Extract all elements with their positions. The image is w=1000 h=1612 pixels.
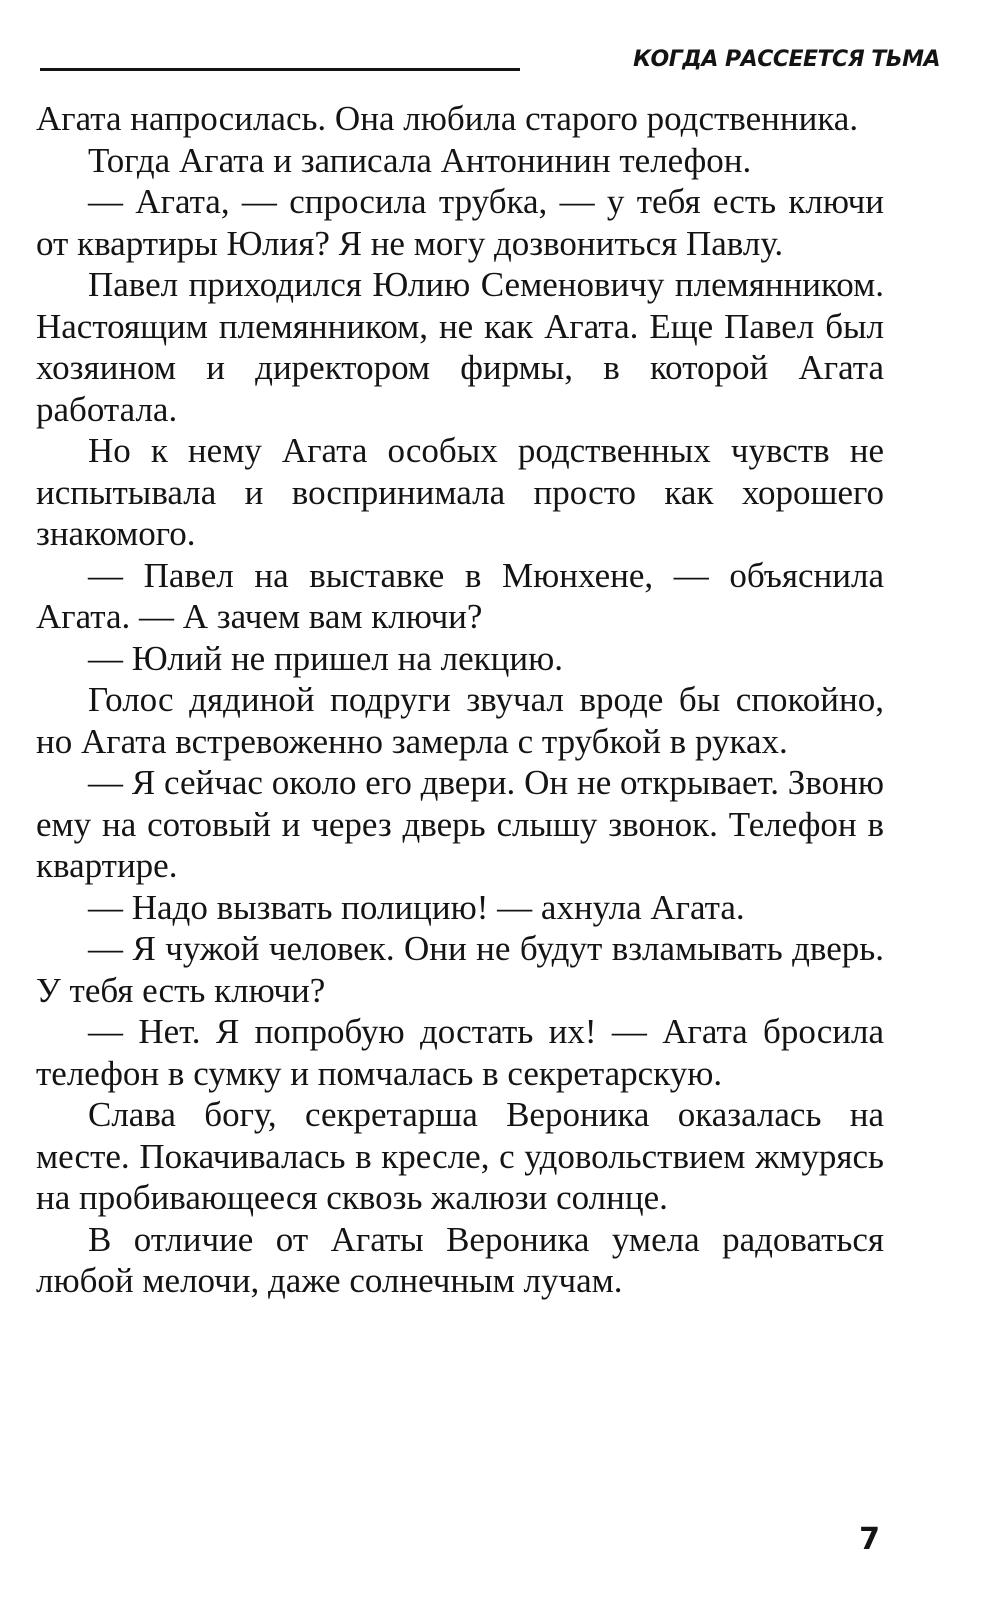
paragraph: Слава богу, секретарша Вероника оказалась на месте. Покачивалась в кресле, с удовольствием жмурясь на пробивающееся сквозь жалюзи солнце. xyxy=(36,1095,884,1217)
header-rule xyxy=(40,68,520,71)
paragraph: Агата напросилась. Она любила старого родственника. xyxy=(36,99,859,138)
paragraph: — Агата, — спросила трубка, — у тебя есть ключи от квартиры Юлия? Я не могу дозвониться Павлу. xyxy=(36,182,884,263)
paragraph: — Нет. Я попробую достать их! — Агата бросила телефон в сумку и помчалась в секретарскую. xyxy=(36,1012,884,1093)
paragraph: — Надо вызвать полицию! — ахнула Агата. xyxy=(88,887,745,927)
paragraph: Павел приходился Юлию Семеновичу племянником. Настоящим племянником, не как Агата. Еще Павел был хозяином и директором фирмы, в которой Агата работала. xyxy=(36,265,884,429)
page-number: 7 xyxy=(859,1522,880,1557)
paragraph: Но к нему Агата особых родственных чувств не испытывала и воспринимала просто как хорошего знакомого. xyxy=(36,431,884,553)
paragraph: — Я сейчас около его двери. Он не открывает. Звоню ему на сотовый и через дверь слышу звонок. Телефон в квартире. xyxy=(36,763,884,885)
paragraph: — Я чужой человек. Они не будут взламывать дверь. У тебя есть ключи? xyxy=(36,929,884,1010)
paragraph: — Юлий не пришел на лекцию. xyxy=(88,638,563,678)
paragraph: — Павел на выставке в Мюнхене, — объяснила Агата. — А зачем вам ключи? xyxy=(36,555,884,636)
body-text xyxy=(36,98,884,1302)
paragraph: Голос дядиной подруги звучал вроде бы спокойно, но Агата встревоженно замерла с трубкой в руках. xyxy=(36,680,884,761)
paragraph: В отличие от Агаты Вероника умела радоваться любой мелочи, даже солнечным лучам. xyxy=(36,1219,884,1300)
paragraph: Тогда Агата и записала Антонинин телефон. xyxy=(88,140,752,180)
running-title: КОГДА РАССЕЕТСЯ ТЬМА xyxy=(633,47,940,72)
running-header xyxy=(40,42,940,82)
